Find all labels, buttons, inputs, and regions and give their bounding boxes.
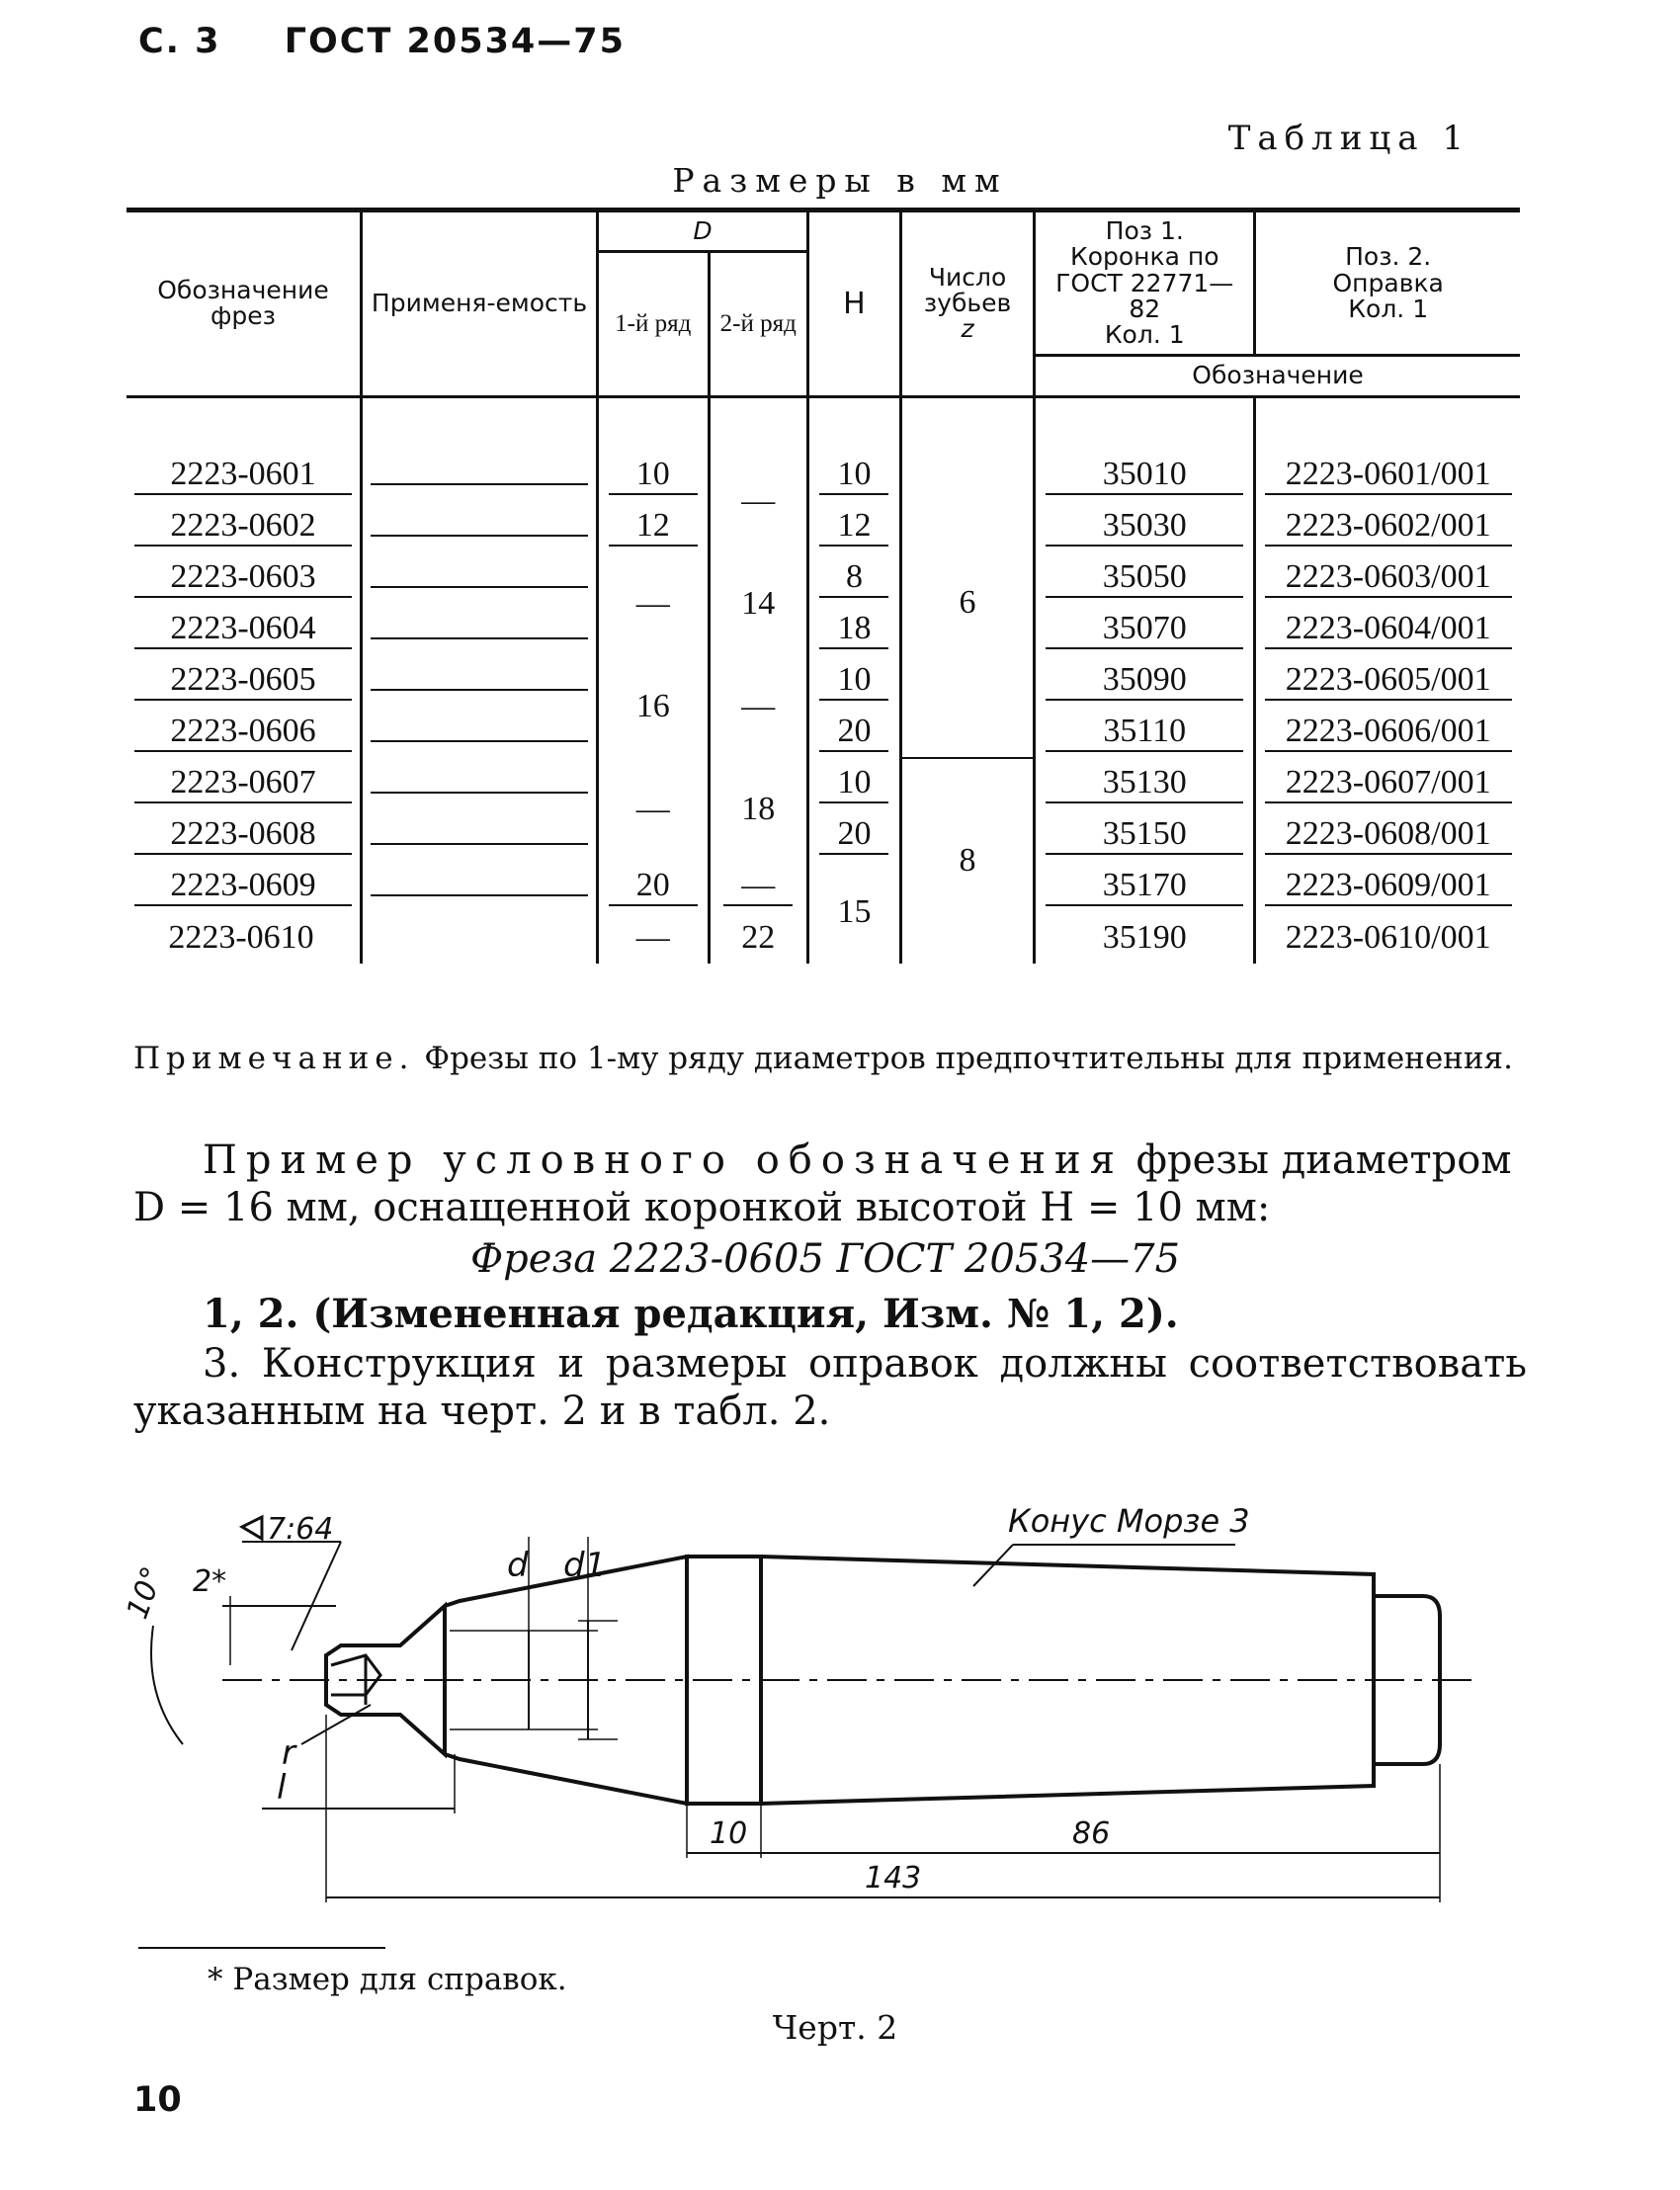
row-crown: 35090 — [1035, 655, 1255, 707]
dim-10: 10 — [710, 1816, 748, 1851]
table-row — [126, 655, 1520, 707]
dim-d1: d1 — [563, 1546, 607, 1585]
dim-86: 86 — [1072, 1816, 1111, 1851]
header-designation: Обозначение фрез — [126, 211, 362, 397]
row-code: 2223-0607 — [126, 758, 362, 809]
row-crown: 35110 — [1035, 707, 1255, 758]
header-pos1 — [1035, 211, 1255, 356]
row-crown: 35130 — [1035, 758, 1255, 809]
page-number: 10 — [133, 2080, 182, 2120]
footnote-divider — [138, 1947, 385, 1949]
row-d2: 22 — [709, 912, 807, 964]
row-applicability — [362, 707, 598, 758]
morse-label: Конус Морзе 3 — [1008, 1502, 1250, 1540]
header-row1: 1-й ряд — [598, 252, 710, 396]
table-caption: Таблица 1 — [1227, 119, 1470, 158]
dim-143: 143 — [865, 1861, 922, 1895]
row-h: 18 — [807, 604, 900, 655]
row-code: 2223-0608 — [126, 809, 362, 861]
header-pos1-num: Поз 1. — [1105, 216, 1184, 245]
header-pos1-name: Коронка по ГОСТ 22771—82 — [1055, 242, 1234, 323]
example-paragraph — [133, 1137, 1527, 1231]
row-h: 20 — [807, 809, 900, 861]
row-h: 20 — [807, 707, 900, 758]
header-D: D — [598, 211, 808, 252]
row-crown: 35170 — [1035, 861, 1255, 912]
row-d2: 18 — [709, 758, 807, 861]
row-d1: 16 — [598, 655, 710, 758]
row-d2: — — [709, 450, 807, 552]
row-d2: 14 — [709, 552, 807, 655]
row-applicability — [362, 912, 598, 964]
dim-angle: 10° — [120, 1561, 171, 1624]
header-teeth-label: Число зубьев — [923, 262, 1012, 318]
row-h: 8 — [807, 552, 900, 604]
table-row — [126, 707, 1520, 758]
row-crown: 35030 — [1035, 501, 1255, 552]
row-d1: 12 — [598, 501, 710, 552]
row-applicability — [362, 450, 598, 501]
row-h: 15 — [807, 861, 900, 964]
dim-2: 2* — [193, 1564, 227, 1599]
header-applicability: Применя-емость — [362, 211, 598, 397]
taper-label: 7:64 — [267, 1512, 334, 1547]
header-pos2-name: Оправка — [1332, 268, 1444, 297]
table-row — [126, 450, 1520, 501]
row-mandrel: 2223-0608/001 — [1255, 809, 1520, 861]
example-designation: Фреза 2223-0605 ГОСТ 20534—75 — [469, 1236, 1181, 1282]
row-applicability — [362, 604, 598, 655]
table-units: Размеры в мм — [672, 161, 1008, 200]
row-code: 2223-0603 — [126, 552, 362, 604]
mandrel-drawing — [120, 1468, 1507, 1922]
row-crown: 35010 — [1035, 450, 1255, 501]
table-row — [126, 501, 1520, 552]
table-note — [133, 1038, 1527, 1079]
table-row — [126, 552, 1520, 604]
example-label: Пример условного обозначения — [203, 1137, 1124, 1183]
header-teeth — [901, 211, 1035, 397]
row-crown: 35150 — [1035, 809, 1255, 861]
header-H: H — [807, 211, 900, 397]
row-applicability — [362, 758, 598, 809]
row-applicability — [362, 655, 598, 707]
row-d1: — — [598, 912, 710, 964]
header-designation-sub: Обозначение — [1035, 356, 1520, 396]
dimensions-table — [126, 208, 1520, 964]
header-pos2 — [1255, 211, 1520, 356]
row-d1: 10 — [598, 450, 710, 501]
note-label: Примечание. — [133, 1041, 415, 1076]
row-applicability — [362, 809, 598, 861]
figure-caption: Черт. 2 — [772, 2008, 898, 2047]
note-text: Фрезы по 1-му ряду диаметров предпочтительны для применения. — [424, 1041, 1513, 1076]
row-crown: 35050 — [1035, 552, 1255, 604]
row-crown: 35190 — [1035, 912, 1255, 964]
header-pos1-qty: Кол. 1 — [1104, 320, 1185, 349]
row-applicability — [362, 861, 598, 912]
page-label: С. 3 — [138, 22, 221, 61]
page-header — [138, 22, 675, 61]
dim-r: r — [282, 1733, 295, 1773]
header-pos2-num: Поз. 2. — [1345, 242, 1432, 272]
example-text: фрезы диаметром D = 16 мм, оснащенной коронкой высотой H = 10 мм: — [133, 1137, 1512, 1230]
row-mandrel: 2223-0606/001 — [1255, 707, 1520, 758]
row-d2: — — [709, 655, 807, 758]
table-row — [126, 604, 1520, 655]
row-code: 2223-0604 — [126, 604, 362, 655]
table-row — [126, 861, 1520, 912]
row-h: 10 — [807, 450, 900, 501]
row-applicability — [362, 501, 598, 552]
header-teeth-z: z — [961, 314, 974, 344]
row-mandrel: 2223-0607/001 — [1255, 758, 1520, 809]
row-d1: 20 — [598, 861, 710, 912]
amendment-note: 1, 2. (Измененная редакция, Изм. № 1, 2). — [203, 1291, 1179, 1337]
row-mandrel: 2223-0609/001 — [1255, 861, 1520, 912]
row-d1: — — [598, 552, 710, 655]
standard-label: ГОСТ 20534—75 — [284, 22, 626, 61]
cutter-teeth — [331, 1655, 380, 1695]
row-mandrel: 2223-0601/001 — [1255, 450, 1520, 501]
row-code: 2223-0610 — [168, 918, 314, 956]
row-code: 2223-0605 — [126, 655, 362, 707]
row-code: 2223-0606 — [126, 707, 362, 758]
row-d2: — — [709, 861, 807, 912]
table-row — [126, 758, 1520, 809]
row-h: 12 — [807, 501, 900, 552]
row-mandrel: 2223-0602/001 — [1255, 501, 1520, 552]
row-teeth: 8 — [901, 758, 1035, 964]
dim-l: l — [277, 1768, 287, 1808]
header-pos2-qty: Кол. 1 — [1348, 294, 1429, 323]
clause-3: 3. Конструкция и размеры оправок должны соответствовать указанным на черт. 2 и в табл. 2. — [133, 1341, 1527, 1434]
row-teeth: 6 — [901, 450, 1035, 758]
row-applicability — [362, 552, 598, 604]
dim-d: d — [507, 1546, 529, 1585]
row-crown: 35070 — [1035, 604, 1255, 655]
row-mandrel: 2223-0604/001 — [1255, 604, 1520, 655]
footnote: * Размер для справок. — [208, 1962, 567, 1997]
angle-arc — [151, 1626, 183, 1744]
table-row — [126, 809, 1520, 861]
row-code: 2223-0602 — [126, 501, 362, 552]
row-mandrel: 2223-0603/001 — [1255, 552, 1520, 604]
row-code: 2223-0609 — [126, 861, 362, 912]
taper-symbol-icon — [242, 1517, 262, 1539]
row-mandrel: 2223-0605/001 — [1255, 655, 1520, 707]
row-h: 10 — [807, 655, 900, 707]
row-code: 2223-0601 — [126, 450, 362, 501]
row-h: 10 — [807, 758, 900, 809]
row-mandrel: 2223-0610/001 — [1255, 912, 1520, 964]
row-d1: — — [598, 758, 710, 861]
header-row2: 2-й ряд — [709, 252, 807, 396]
